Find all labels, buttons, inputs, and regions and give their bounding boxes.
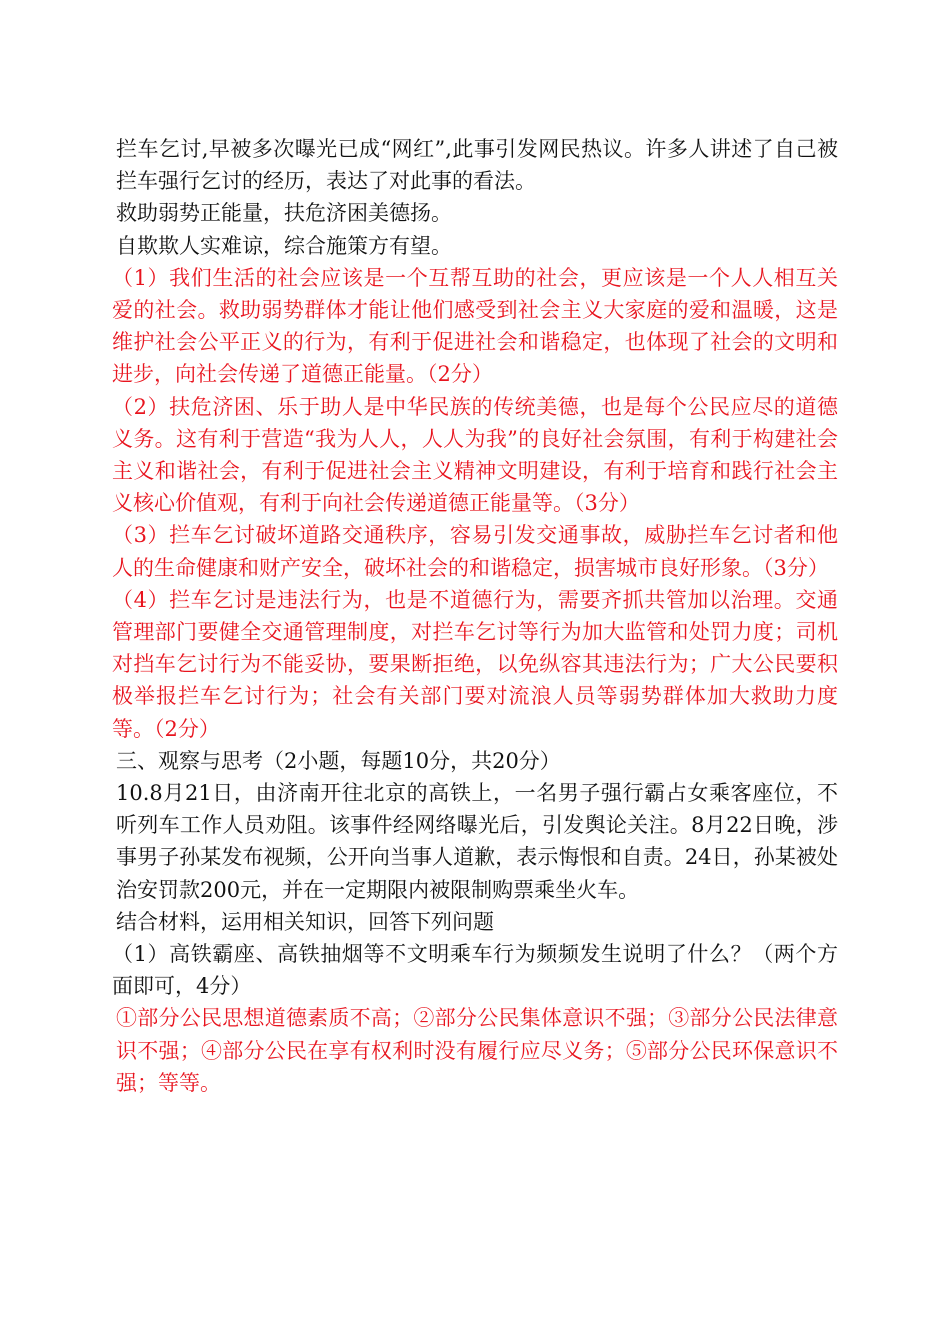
viewpoint-1: 救助弱势正能量，扶危济困美德扬。 (116, 201, 452, 226)
question-10-sub1: （1）高铁霸座、高铁抽烟等不文明乘车行为频频发生说明了什么？（两个方面即可，4分） (112, 942, 838, 999)
answer-3: （3）拦车乞讨破坏道路交通秩序，容易引发交通事故，威胁拦车乞讨者和他人的生命健康和财产安全，破坏社会的和谐稳定，损害城市良好形象。（3分） (112, 523, 838, 580)
answer-2: （2）扶危济困、乐于助人是中华民族的传统美德，也是每个公民应尽的道德义务。这有利于营造“我为人人，人人为我”的良好社会氛围，有利于构建社会主义和谐社会，有利于促进社会主义精神文明建设，有利于培育和践行社会主义核心价值观，有利于向社会传递道德正能量等。（3分） (112, 394, 838, 516)
question-10-sub1-answer: ①部分公民思想道德素质不高；②部分公民集体意识不强；③部分公民法律意识不强；④部分公民在享有权利时没有履行应尽义务；⑤部分公民环保意识不强；等等。 (116, 1006, 838, 1095)
viewpoint-2: 自欺欺人实难谅，综合施策方有望。 (116, 233, 452, 258)
question-10-instruction: 结合材料，运用相关知识，回答下列问题 (116, 909, 494, 934)
answer-1: （1）我们生活的社会应该是一个互帮互助的社会，更应该是一个人人相互关爱的社会。救助弱势群体才能让他们感受到社会主义大家庭的爱和温暖，这是维护社会公平正义的行为，有利于促进社会和谐稳定，也体现了社会的文明和进步，向社会传递了道德正能量。（2分） (112, 265, 838, 387)
question-10-material: 10.8月21日，由济南开往北京的高铁上，一名男子强行霸占女乘客座位，不听列车工作人员劝阻。该事件经网络曝光后，引发舆论关注。8月22日晚，涉事男子孙某发布视频，公开向当事人道歉，表示悔恨和自责。24日，孙某被处治安罚款200元，并在一定期限内被限制购票乘坐火车。 (116, 781, 838, 902)
intro-paragraph: 拦车乞讨,早被多次曝光已成“网红”,此事引发网民热议。许多人讲述了自己被拦车强行乞讨的经历，表达了对此事的看法。 (116, 137, 838, 194)
answer-4: （4）拦车乞讨是违法行为，也是不道德行为，需要齐抓共管加以治理。交通管理部门要健全交通管理制度，对拦车乞讨等行为加大监管和处罚力度；司机对挡车乞讨行为不能妥协，要果断拒绝，以免纵容其违法行为；广大公民要积极举报拦车乞讨行为；社会有关部门要对流浪人员等弱势群体加大救助力度等。（2分） (112, 587, 838, 741)
section-3-heading: 三、观察与思考（2小题，每题10分，共20分） (116, 748, 561, 773)
document-page (112, 133, 838, 1099)
